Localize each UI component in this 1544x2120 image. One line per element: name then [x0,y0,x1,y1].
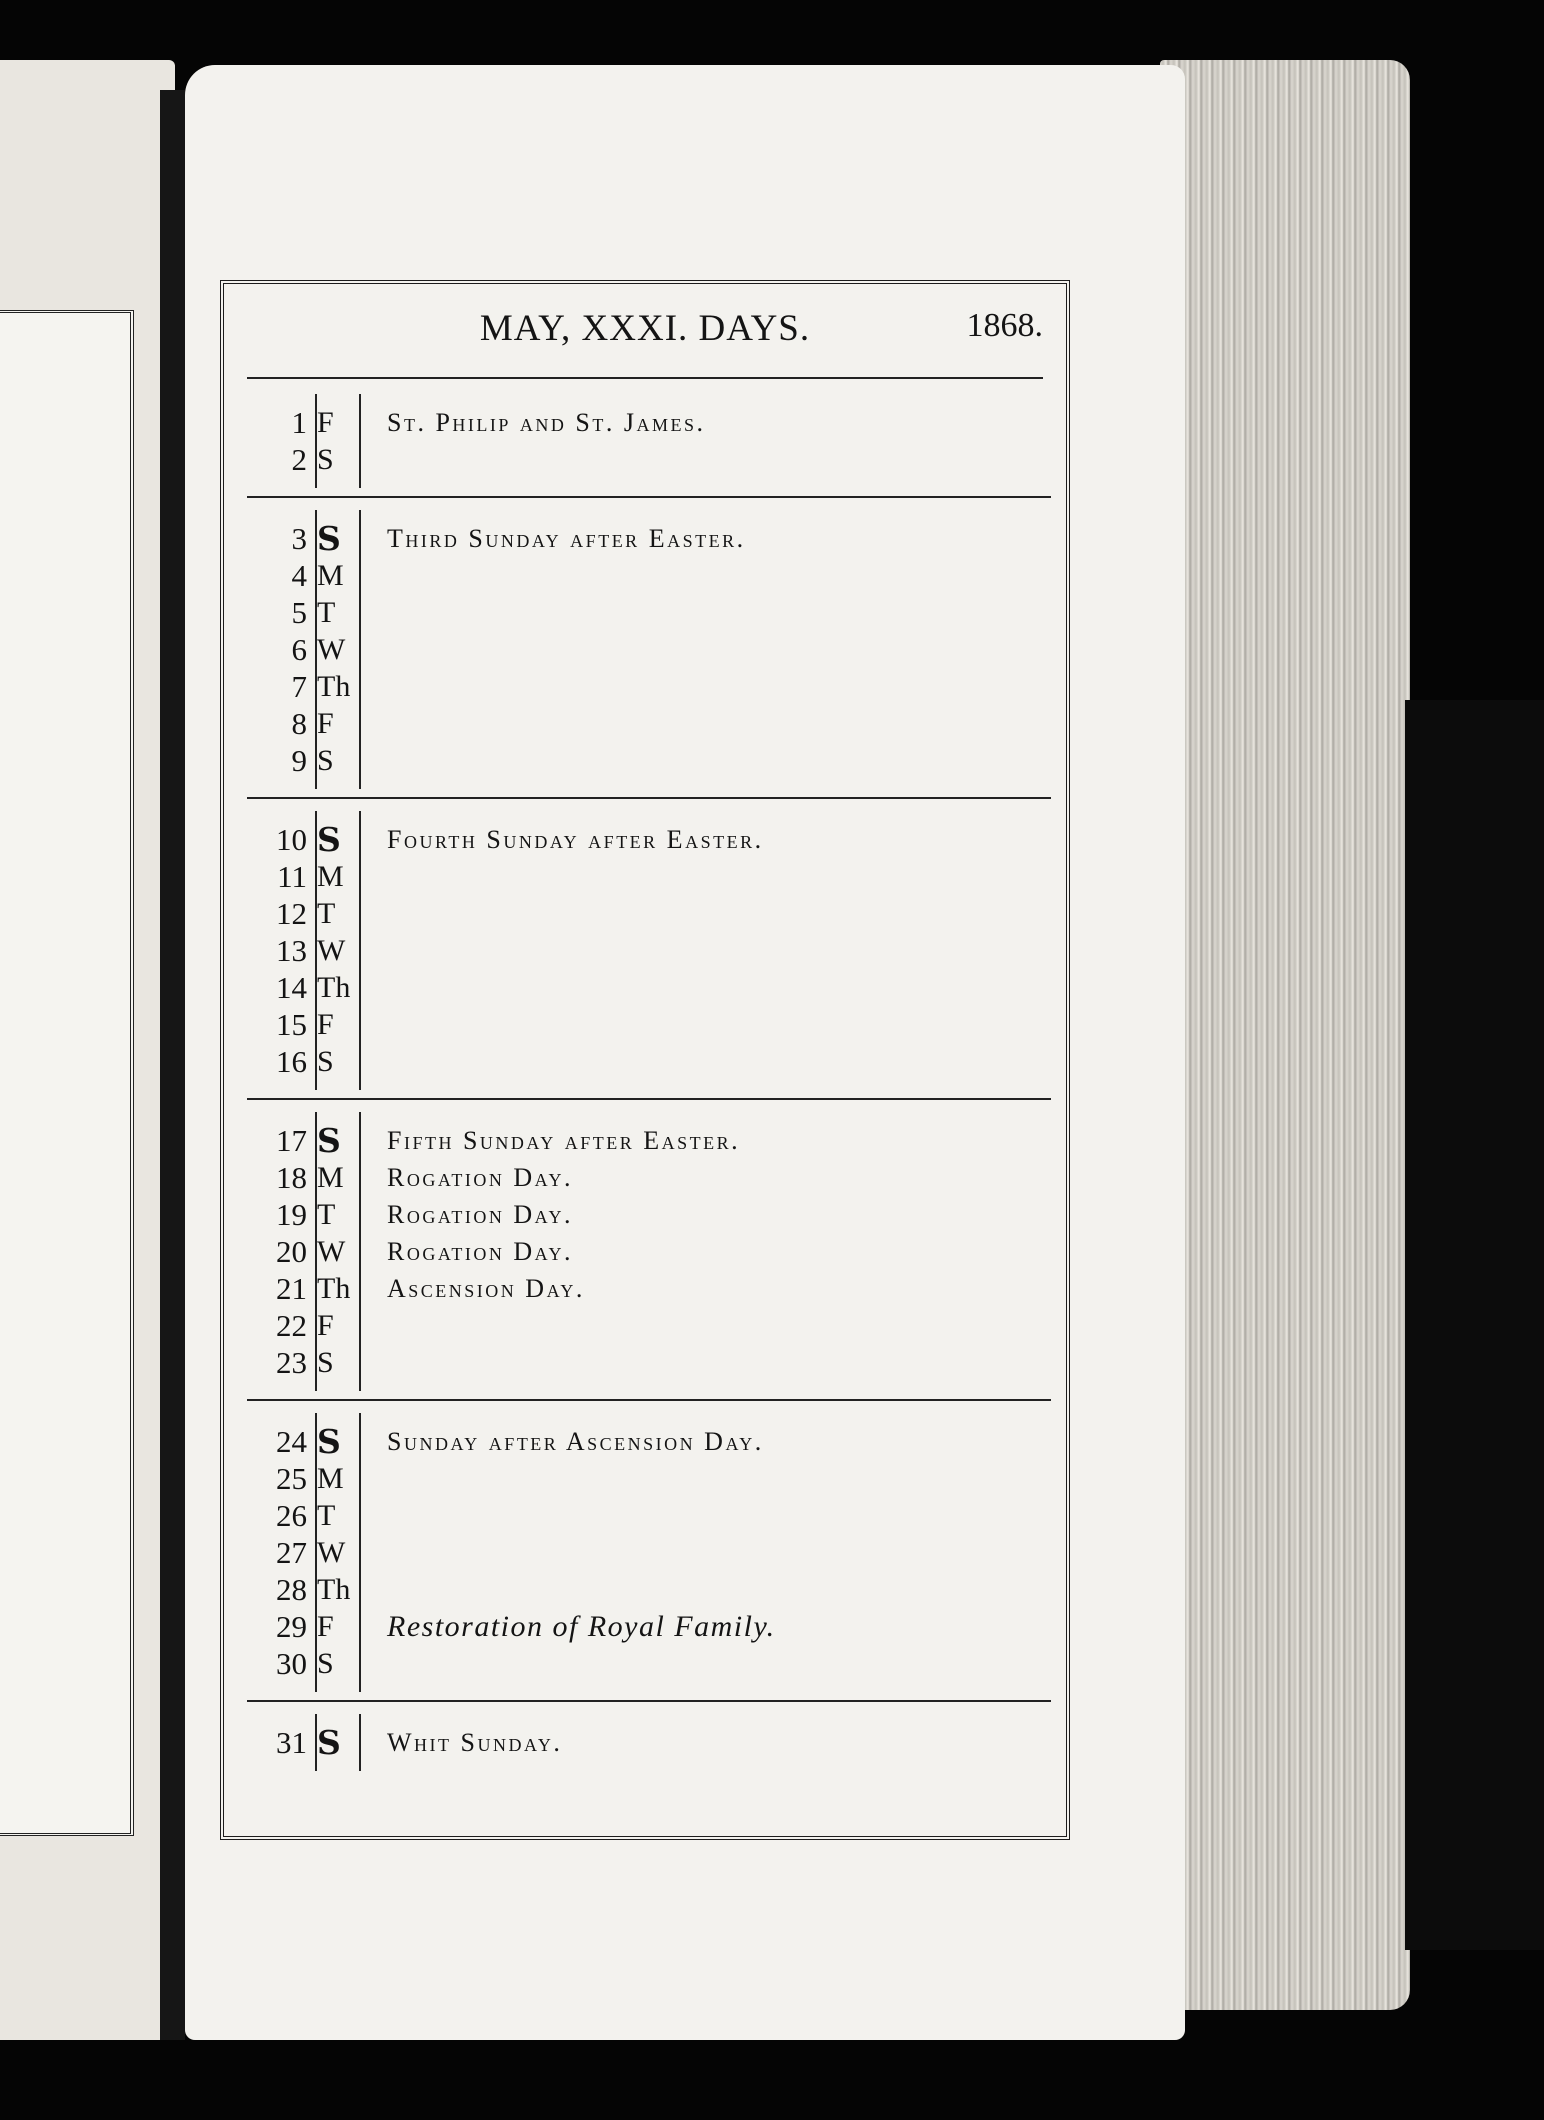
day-event: Restoration of Royal Family. [387,1610,776,1643]
day-number: 6 [291,632,307,667]
day-event: St. Philip and St. James. [387,408,706,437]
header-rule [247,377,1043,379]
year-label: 1868. [966,307,1043,344]
weekday-letter: T [317,596,336,629]
day-number: 4 [291,558,307,593]
day-row [247,1571,1051,1608]
weekday-letter: S [317,1422,339,1461]
day-event: Third Sunday after Easter. [387,524,746,553]
day-event: Rogation Day. [387,1163,573,1192]
day-number: 5 [291,595,307,630]
day-row [247,742,1051,779]
day-row [247,858,1051,895]
weekday-letter: Th [317,971,351,1004]
weekday-letter: S [317,1346,334,1379]
day-number: 11 [277,859,307,894]
weekday-letter: F [317,1008,334,1041]
day-number: 24 [276,1424,307,1459]
day-row [247,1534,1051,1571]
weekday-letter: S [317,519,339,558]
left-page-frame [0,310,134,1836]
page-fore-edge [1160,60,1410,2010]
day-row [247,1497,1051,1534]
day-row [247,1645,1051,1682]
day-event: Ascension Day. [387,1274,585,1303]
weekday-letter: Th [317,670,351,703]
day-row [247,969,1051,1006]
day-row [247,1344,1051,1381]
day-event: Fourth Sunday after Easter. [387,825,764,854]
day-event: Rogation Day. [387,1237,573,1266]
day-number: 9 [291,743,307,778]
book-cover-edge [1405,700,1544,1950]
day-number: 29 [276,1609,307,1644]
day-number: 27 [276,1535,307,1570]
day-number: 2 [291,442,307,477]
day-event: Whit Sunday. [387,1728,563,1757]
day-number: 20 [276,1234,307,1269]
weekday-letter: T [317,1499,336,1532]
day-row [247,1307,1051,1344]
left-facing-page [0,60,175,2040]
day-row [247,1724,1051,1761]
day-number: 8 [291,706,307,741]
day-row [247,821,1051,858]
day-row [247,557,1051,594]
day-row [247,1196,1051,1233]
day-row [247,1043,1051,1080]
day-number: 26 [276,1498,307,1533]
week-block [247,382,1051,498]
week-block [247,1702,1051,1781]
weekday-letter: S [317,744,334,777]
day-row [247,895,1051,932]
day-number: 3 [291,521,307,556]
weekday-letter: W [317,934,346,967]
day-row [247,1006,1051,1043]
weekday-letter: S [317,1647,334,1680]
day-row [247,441,1051,478]
weekday-letter: S [317,1045,334,1078]
day-row [247,1233,1051,1270]
day-row [247,705,1051,742]
day-number: 7 [291,669,307,704]
day-number: 1 [291,405,307,440]
day-number: 19 [276,1197,307,1232]
weekday-letter: S [317,443,334,476]
day-row [247,1460,1051,1497]
week-block [247,1100,1051,1401]
weekday-letter: F [317,1610,334,1643]
day-row [247,631,1051,668]
day-event: Sunday after Ascension Day. [387,1427,764,1456]
day-number: 18 [276,1160,307,1195]
weekday-letter: F [317,707,334,740]
day-row [247,1270,1051,1307]
day-number: 22 [276,1308,307,1343]
weekday-letter: F [317,1309,334,1342]
day-number: 25 [276,1461,307,1496]
week-block [247,498,1051,799]
weekday-letter: W [317,1235,346,1268]
day-number: 13 [276,933,307,968]
day-number: 14 [276,970,307,1005]
weekday-letter: M [317,1161,344,1194]
weekday-letter: M [317,860,344,893]
weekday-letter: T [317,897,336,930]
day-number: 15 [276,1007,307,1042]
weekday-letter: W [317,1536,346,1569]
day-number: 10 [276,822,307,857]
day-event: Fifth Sunday after Easter. [387,1126,741,1155]
weekday-letter: F [317,406,334,439]
weekday-letter: S [317,1723,339,1762]
month-title: MAY, XXXI. DAYS. [479,308,811,349]
day-row [247,1608,1051,1645]
weekday-letter: M [317,559,344,592]
day-row [247,404,1051,441]
day-row [247,932,1051,969]
weekday-letter: Th [317,1573,351,1606]
weekday-letter: W [317,633,346,666]
weekday-letter: T [317,1198,336,1231]
weekday-letter: S [317,1121,339,1160]
day-row [247,1122,1051,1159]
day-number: 16 [276,1044,307,1079]
day-row [247,668,1051,705]
day-number: 12 [276,896,307,931]
weekday-letter: M [317,1462,344,1495]
day-number: 23 [276,1345,307,1380]
day-row [247,1159,1051,1196]
calendar-frame [220,280,1070,1840]
weekday-letter: Th [317,1272,351,1305]
book-gutter [160,90,185,2040]
day-row [247,594,1051,631]
day-event: Rogation Day. [387,1200,573,1229]
week-block [247,799,1051,1100]
day-number: 21 [276,1271,307,1306]
day-number: 30 [276,1646,307,1681]
week-block [247,1401,1051,1702]
day-number: 28 [276,1572,307,1607]
day-row [247,1423,1051,1460]
day-number: 17 [276,1123,307,1158]
day-number: 31 [276,1725,307,1760]
calendar-header [227,307,1063,367]
weekday-letter: S [317,820,339,859]
day-row [247,520,1051,557]
